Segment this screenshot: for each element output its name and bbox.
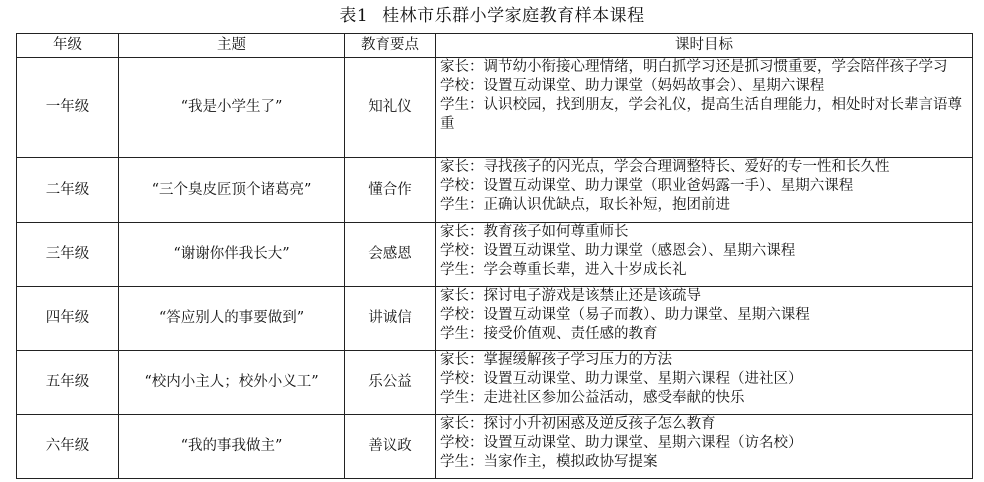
point-cell: 知礼仪 — [345, 58, 436, 158]
goal-school: 学校：设置互动课堂、助力课堂、星期六课程（访名校） — [440, 435, 803, 451]
theme-cell: “答应别人的事要做到” — [119, 287, 345, 351]
goal-parent: 家长：探讨电子游戏是该禁止还是该疏导 — [440, 288, 701, 304]
header-row — [17, 34, 973, 58]
goals-cell — [436, 158, 973, 223]
goals-cell — [436, 58, 973, 158]
goal-parent: 家长：探讨小升初困惑及逆反孩子怎么教育 — [440, 416, 716, 432]
goal-parent: 家长：教育孩子如何尊重师长 — [440, 224, 629, 240]
goal-student: 学生：学会尊重长辈，进入十岁成长礼 — [440, 262, 687, 278]
header-theme: 主题 — [119, 34, 345, 58]
theme-cell: “我的事我做主” — [119, 415, 345, 479]
grade-cell: 五年级 — [17, 351, 119, 415]
header-point: 教育要点 — [345, 34, 436, 58]
grade-cell: 三年级 — [17, 223, 119, 287]
header-grade: 年级 — [17, 34, 119, 58]
goal-student: 学生：当家作主，模拟政协写提案 — [440, 454, 658, 470]
goal-school: 学校：设置互动课堂、助力课堂（感恩会）、星期六课程 — [440, 243, 796, 259]
course-table — [16, 33, 973, 479]
goals-cell — [436, 351, 973, 415]
caption-number: 表1 — [339, 6, 369, 26]
goal-student: 学生：正确认识优缺点，取长补短，抱团前进 — [440, 197, 730, 213]
point-cell: 讲诚信 — [345, 287, 436, 351]
goal-parent: 家长：调节幼小衔接心理情绪，明白抓学习还是抓习惯重要，学会陪伴孩子学习 — [440, 59, 948, 75]
goals-cell — [436, 223, 973, 287]
grade-cell: 二年级 — [17, 158, 119, 223]
point-cell: 会感恩 — [345, 223, 436, 287]
theme-cell: “三个臭皮匠顶个诸葛亮” — [119, 158, 345, 223]
theme-cell: “谢谢你伴我长大” — [119, 223, 345, 287]
goal-parent: 家长：寻找孩子的闪光点，学会合理调整特长、爱好的专一性和长久性 — [440, 159, 890, 175]
caption-title: 桂林市乐群小学家庭教育样本课程 — [382, 6, 645, 26]
theme-cell: “我是小学生了” — [119, 58, 345, 158]
goals-cell — [436, 415, 973, 479]
theme-cell: “校内小主人；校外小义工” — [119, 351, 345, 415]
table-row — [17, 158, 973, 223]
table-row — [17, 415, 973, 479]
goals-cell — [436, 287, 973, 351]
table-row — [17, 58, 973, 158]
goal-student: 学生：接受价值观、责任感的教育 — [440, 326, 658, 342]
header-goals: 课时目标 — [436, 34, 973, 58]
goal-parent: 家长：掌握缓解孩子学习压力的方法 — [440, 352, 672, 368]
goal-student: 学生：走进社区参加公益活动，感受奉献的快乐 — [440, 390, 745, 406]
table-caption — [0, 5, 984, 27]
goal-school: 学校：设置互动课堂、助力课堂（妈妈故事会）、星期六课程 — [440, 78, 825, 94]
point-cell: 善议政 — [345, 415, 436, 479]
goal-school: 学校：设置互动课堂、助力课堂、星期六课程（进社区） — [440, 371, 803, 387]
goal-school: 学校：设置互动课堂（易子而教）、助力课堂、星期六课程 — [440, 307, 810, 323]
table-row — [17, 351, 973, 415]
table-row — [17, 287, 973, 351]
grade-cell: 一年级 — [17, 58, 119, 158]
goal-student: 学生：认识校园，找到朋友，学会礼仪，提高生活自理能力，相处时对长辈言语尊重 — [440, 97, 962, 132]
goal-school: 学校：设置互动课堂、助力课堂（职业爸妈露一手）、星期六课程 — [440, 178, 854, 194]
grade-cell: 六年级 — [17, 415, 119, 479]
grade-cell: 四年级 — [17, 287, 119, 351]
point-cell: 乐公益 — [345, 351, 436, 415]
table-row — [17, 223, 973, 287]
point-cell: 懂合作 — [345, 158, 436, 223]
